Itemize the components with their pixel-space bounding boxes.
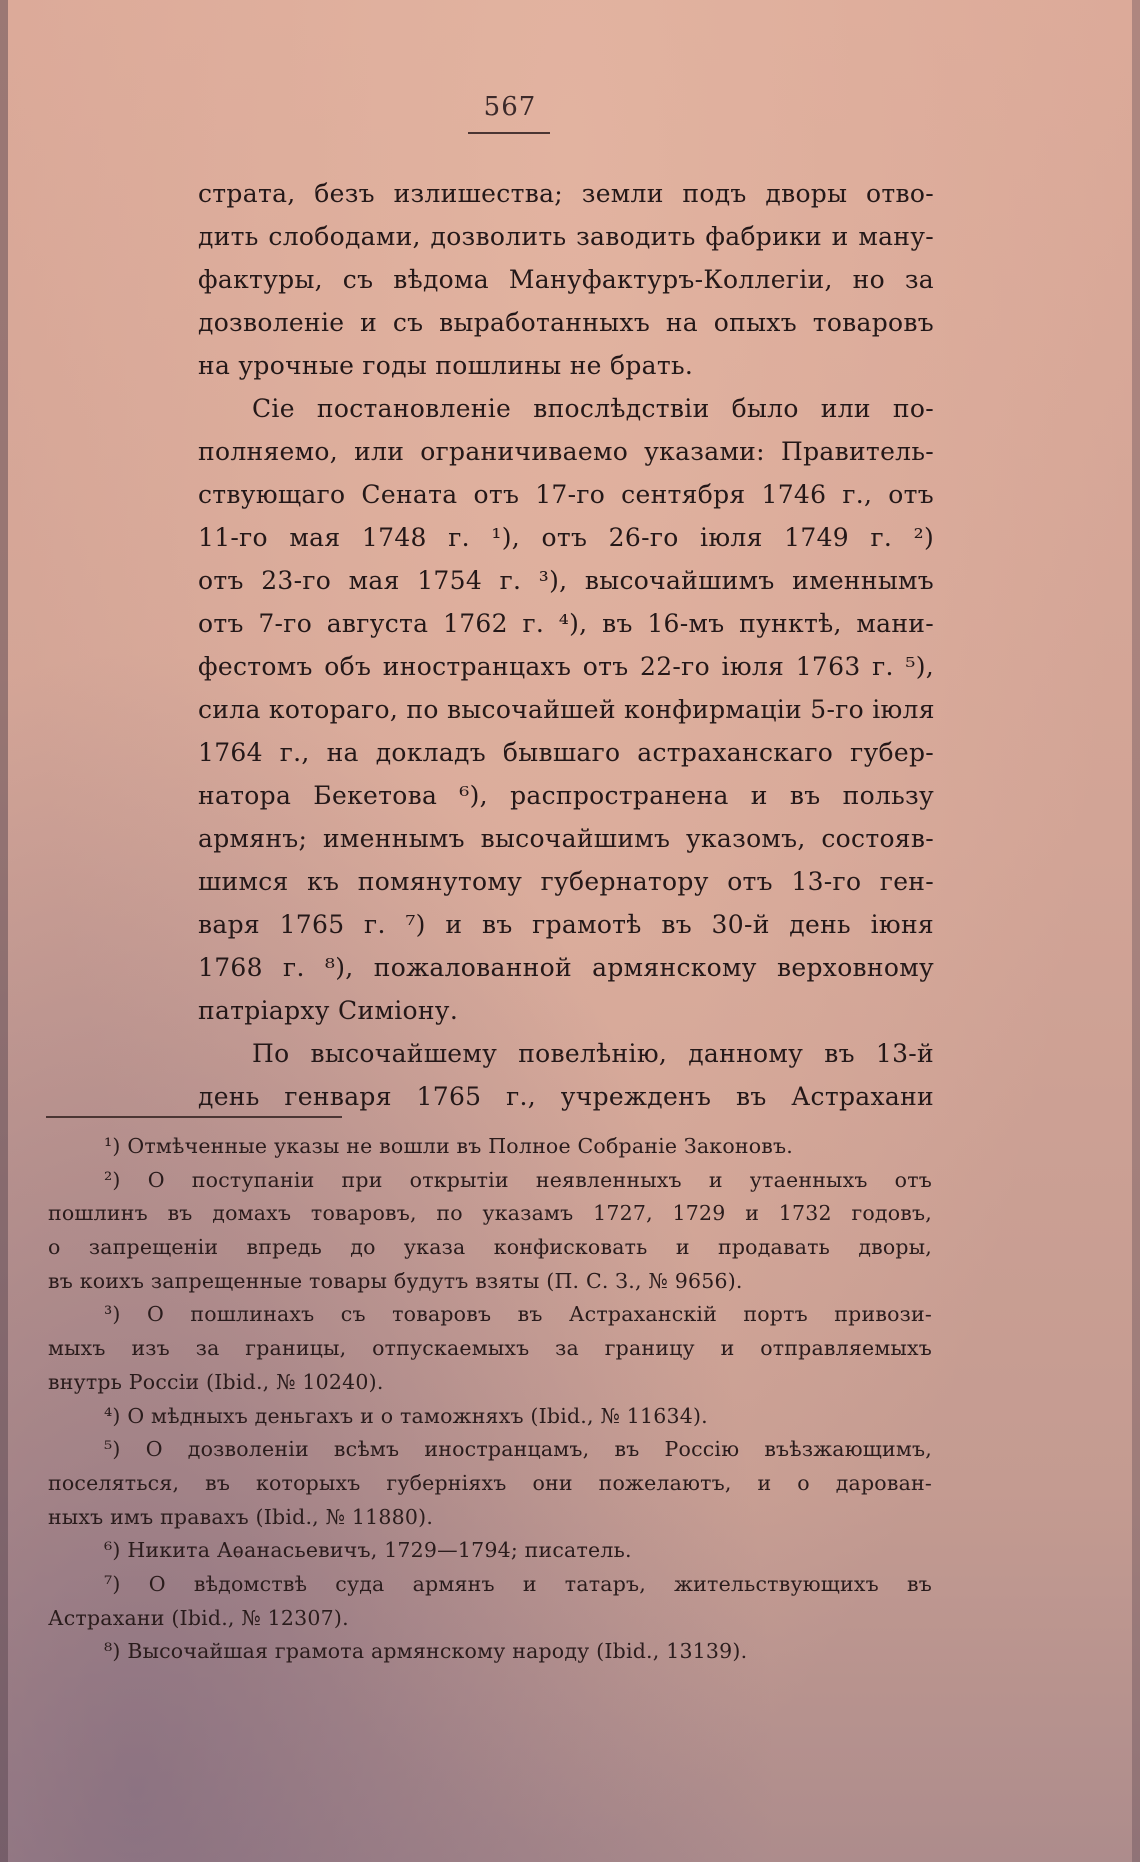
footnote-line: ⁸) Высочайшая грамота армянскому народу (Ibid., 13139). [104,1639,748,1664]
text-line: ствующаго Сената отъ 17-го сентября 1746 г., отъ [198,480,934,509]
text-line: патріарху Симіону. [198,996,459,1025]
footnote-line: внутрь Россіи (Ibid., № 10240). [48,1369,384,1394]
text-line: дить слободами, дозволить заводить фабрики и ману- [198,222,934,251]
text-line: По высочайшему повелѣнію, данному въ 13-й [252,1039,934,1068]
page-number: 567 [483,92,537,122]
footnote-line: въ коихъ запрещенные товары будутъ взяты (П. С. З., № 9656). [48,1268,743,1293]
footnote-line: о запрещеніи впредь до указа конфисковать и продавать дворы, [48,1235,932,1260]
footnote-line: поселяться, въ которыхъ губерніяхъ они пожелаютъ, и о дарован- [48,1470,932,1495]
text-line: натора Бекетова ⁶), распространена и въ пользу [198,781,934,810]
text-line: шимся къ помянутому губернатору отъ 13-го ген- [198,867,934,896]
text-line: день генваря 1765 г., учрежденъ въ Астрахани [198,1082,934,1111]
page-edge-left [0,0,8,1862]
text-line: 1768 г. ⁸), пожалованной армянскому верховному [198,953,934,982]
footnote-line: ¹) Отмѣченные указы не вошли въ Полное Собраніе Законовъ. [104,1134,793,1158]
text-line: отъ 23-го мая 1754 г. ³), высочайшимъ именнымъ [198,566,934,595]
text-line: на урочные годы пошлины не брать. [198,351,694,380]
text-line: фестомъ объ иностранцахъ отъ 22-го іюля 1763 г. ⁵), [198,652,934,681]
footnote-separator [46,1116,342,1118]
text-line: отъ 7-го августа 1762 г. ⁴), въ 16-мъ пунктѣ, мани- [198,609,934,638]
text-line: 1764 г., на докладъ бывшаго астраханскаго губер- [198,738,934,767]
footnote-line: ⁵) О дозволеніи всѣмъ иностранцамъ, въ Россію въѣзжающимъ, [104,1437,932,1462]
page-number-rule [468,132,550,134]
footnote-line: мыхъ изъ за границы, отпускаемыхъ за границу и отправляемыхъ [48,1336,932,1361]
main-text [198,172,934,1118]
text-line: варя 1765 г. ⁷) и въ грамотѣ въ 30-й день іюня [198,910,934,939]
text-line: дозволеніе и съ выработанныхъ на опыхъ товаровъ [198,308,934,337]
text-line: Сіе постановленіе впослѣдствіи было или по- [252,394,934,423]
text-line: армянъ; именнымъ высочайшимъ указомъ, состояв- [198,824,934,853]
footnotes [48,1130,932,1669]
footnote-line: ⁴) О мѣдныхъ деньгахъ и о таможняхъ (Ibid., № 11634). [104,1403,708,1428]
text-line: страта, безъ излишества; земли подъ дворы отво- [198,179,934,208]
page-edge-right [1132,0,1140,1862]
footnote-line: ⁷) О вѣдомствѣ суда армянъ и татаръ, жительствующихъ въ [104,1571,932,1596]
text-line: фактуры, съ вѣдома Мануфактуръ-Коллегіи, но за [198,265,934,294]
footnote-line: ныхъ имъ правахъ (Ibid., № 11880). [48,1504,434,1529]
footnote-line: ²) О поступаніи при открытіи неявленныхъ и утаенныхъ отъ [104,1167,932,1192]
text-line: полняемо, или ограничиваемо указами: Правитель- [198,437,934,466]
footnote-line: пошлинъ въ домахъ товаровъ, по указамъ 1727, 1729 и 1732 годовъ, [48,1201,932,1226]
footnote-line: Астрахани (Ibid., № 12307). [48,1605,349,1630]
text-line: 11-го мая 1748 г. ¹), отъ 26-го іюля 1749 г. ²) [198,523,934,552]
text-line: сила котораго, по высочайшей конфирмаціи 5-го іюля [198,695,935,724]
footnote-line: ³) О пошлинахъ съ товаровъ въ Астраханскій портъ привози- [104,1302,932,1327]
footnote-line: ⁶) Никита Аѳанасьевичъ, 1729—1794; писатель. [104,1538,632,1563]
